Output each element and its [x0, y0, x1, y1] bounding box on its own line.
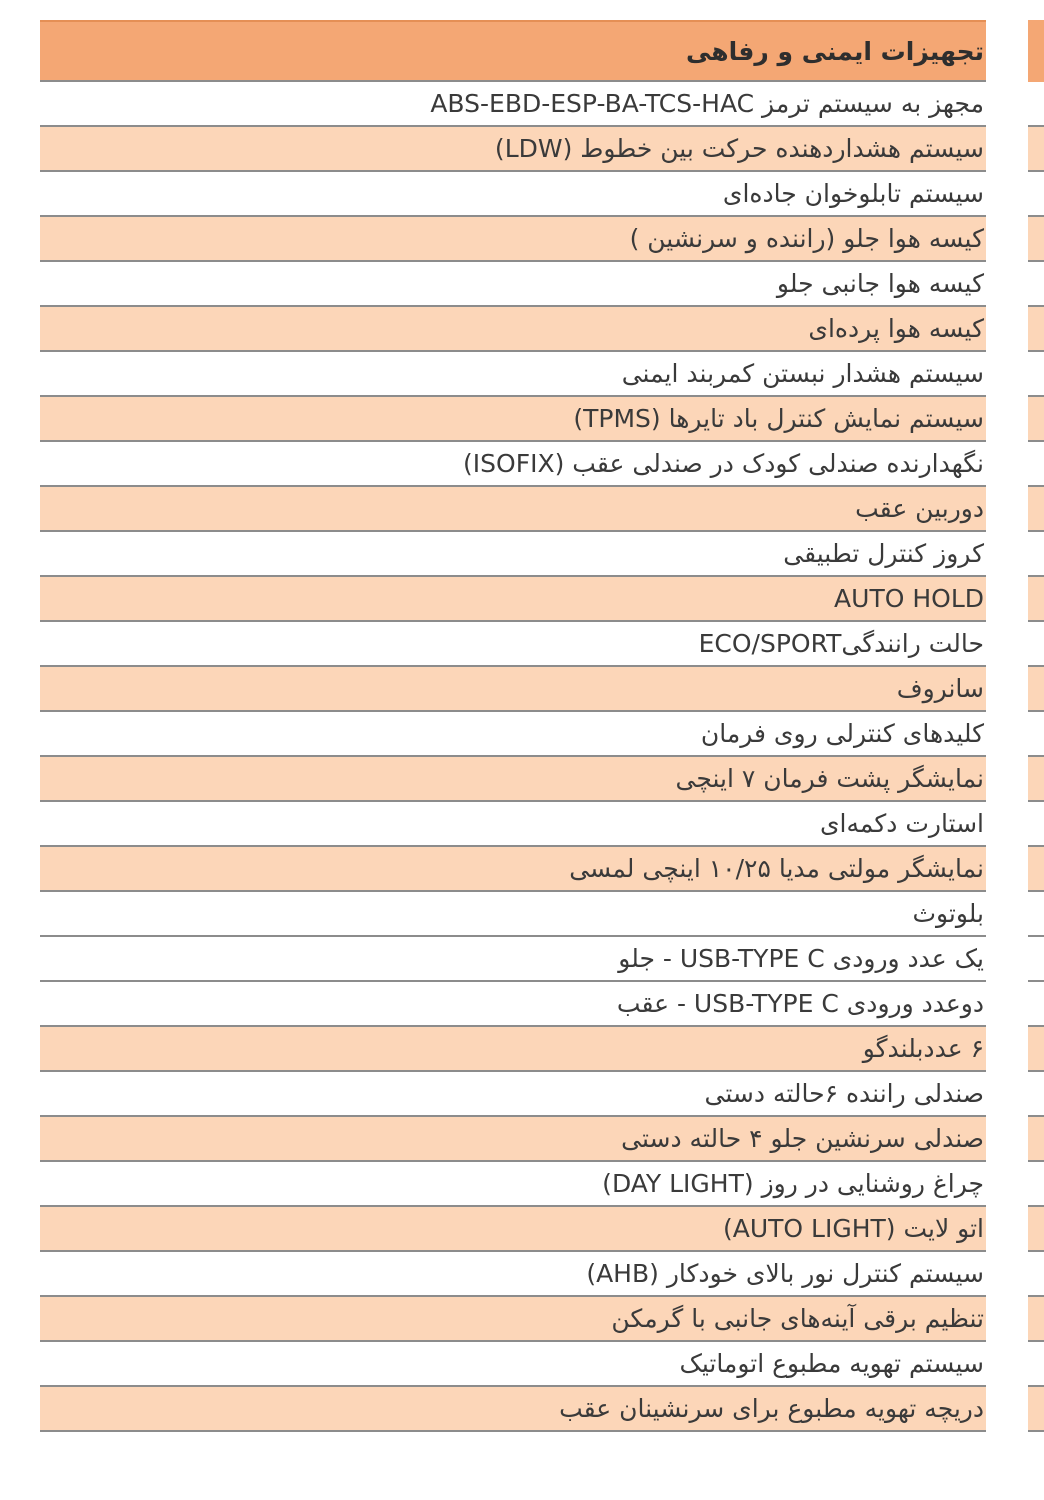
adjacent-row-divider [1028, 440, 1044, 442]
table-row [40, 1297, 986, 1342]
table-row [40, 307, 986, 352]
table-row [40, 667, 986, 712]
table-row [40, 487, 986, 532]
row-label: ۶ عددبلندگو [862, 1034, 984, 1063]
table-row [40, 1117, 986, 1162]
row-label: کروز کنترل تطبیقی [783, 539, 984, 568]
row-label: کلیدهای کنترلی روی فرمان [700, 719, 984, 748]
table-body [40, 82, 986, 1432]
table-row [40, 82, 986, 127]
adjacent-row-edge [1028, 1117, 1044, 1160]
row-label: یک عدد ورودی USB-TYPE C - جلو [618, 944, 984, 973]
row-label: دوعدد ورودی USB-TYPE C - عقب [616, 989, 984, 1018]
table-row [40, 577, 986, 622]
adjacent-row-edge [1028, 847, 1044, 890]
adjacent-row-edge [1028, 307, 1044, 350]
table-row [40, 757, 986, 802]
adjacent-column-edge [1028, 20, 1044, 1500]
adjacent-row-edge [1028, 1027, 1044, 1070]
table-row [40, 1162, 986, 1207]
adjacent-row-divider [1028, 1250, 1044, 1252]
table-row [40, 712, 986, 757]
table-row [40, 442, 986, 487]
row-label: سیستم تابلوخوان جاده‌ای [722, 179, 984, 208]
adjacent-row-edge [1028, 217, 1044, 260]
table-row [40, 1072, 986, 1117]
table-row [40, 1252, 986, 1297]
row-label: صندلی سرنشین جلو ۴ حالته دستی [621, 1124, 984, 1153]
row-label: تنظیم برقی آینه‌های جانبی با گرمکن [611, 1304, 984, 1333]
table-row [40, 397, 986, 442]
table-row [40, 1342, 986, 1387]
adjacent-row-divider [1028, 1070, 1044, 1072]
row-label: استارت دکمه‌ای [819, 809, 984, 838]
row-label: حالت رانندگیECO/SPORT [698, 629, 984, 658]
adjacent-header-edge [1028, 20, 1044, 82]
table-row [40, 352, 986, 397]
adjacent-row-divider [1028, 890, 1044, 892]
adjacent-row-edge [1028, 1297, 1044, 1340]
row-label: دریچه تهویه مطبوع برای سرنشینان عقب [559, 1394, 984, 1423]
adjacent-row-edge [1028, 757, 1044, 800]
adjacent-row-divider [1028, 350, 1044, 352]
adjacent-row-divider [1028, 260, 1044, 262]
table-row [40, 1387, 986, 1432]
table-row [40, 892, 986, 937]
adjacent-row-edge [1028, 127, 1044, 170]
table-row [40, 937, 986, 982]
row-label: مجهز به سیستم ترمز ABS-EBD-ESP-BA-TCS-HAC [430, 89, 984, 118]
row-label: صندلی راننده ۶حالته دستی [704, 1079, 984, 1108]
adjacent-row-divider [1028, 620, 1044, 622]
row-label: نگهدارنده صندلی کودک در صندلی عقب (ISOFIX) [463, 449, 984, 478]
row-label: سیستم هشدار نبستن کمربند ایمنی [621, 359, 984, 388]
row-label: نمایشگر مولتی مدیا ۱۰/۲۵ اینچی لمسی [569, 854, 984, 883]
adjacent-row-divider [1028, 1160, 1044, 1162]
adjacent-row-divider [1028, 980, 1044, 982]
row-label: AUTO HOLD [834, 584, 984, 613]
row-label: سیستم کنترل نور بالای خودکار (AHB) [586, 1259, 984, 1288]
adjacent-row-divider [1028, 1430, 1044, 1432]
row-label: چراغ روشنایی در روز (DAY LIGHT) [602, 1169, 984, 1198]
adjacent-row-edge [1028, 1387, 1044, 1430]
row-label: کیسه هوا جانبی جلو [776, 269, 984, 298]
adjacent-row-divider [1028, 800, 1044, 802]
row-label: نمایشگر پشت فرمان ۷ اینچی [675, 764, 984, 793]
table-row [40, 532, 986, 577]
row-label: دوربین عقب [855, 494, 984, 523]
table-row [40, 262, 986, 307]
adjacent-row-edge [1028, 577, 1044, 620]
adjacent-row-divider [1028, 170, 1044, 172]
table-row [40, 622, 986, 667]
adjacent-row-divider [1028, 935, 1044, 937]
table-row [40, 127, 986, 172]
features-table [40, 20, 986, 1432]
row-label: سیستم تهویه مطبوع اتوماتیک [679, 1349, 984, 1378]
row-label: سیستم نمایش کنترل باد تایرها (TPMS) [573, 404, 984, 433]
table-row [40, 802, 986, 847]
row-label: سیستم هشداردهنده حرکت بین خطوط (LDW) [494, 134, 984, 163]
row-label: اتو لایت (AUTO LIGHT) [722, 1214, 984, 1243]
adjacent-row-divider [1028, 1340, 1044, 1342]
row-label: بلوتوث [912, 899, 984, 928]
adjacent-row-edge [1028, 667, 1044, 710]
row-label: سانروف [896, 674, 984, 703]
adjacent-row-edge [1028, 397, 1044, 440]
table-row [40, 847, 986, 892]
adjacent-row-divider [1028, 530, 1044, 532]
adjacent-row-divider [1028, 710, 1044, 712]
table-row [40, 1207, 986, 1252]
adjacent-row-edge [1028, 487, 1044, 530]
row-label: کیسه هوا جلو (راننده و سرنشین ) [629, 224, 984, 253]
table-row [40, 982, 986, 1027]
table-row [40, 172, 986, 217]
table-row [40, 1027, 986, 1072]
table-row [40, 217, 986, 262]
table-header: تجهیزات ایمنی و رفاهی [40, 20, 986, 82]
row-label: کیسه هوا پرده‌ای [808, 314, 984, 343]
adjacent-row-edge [1028, 1207, 1044, 1250]
